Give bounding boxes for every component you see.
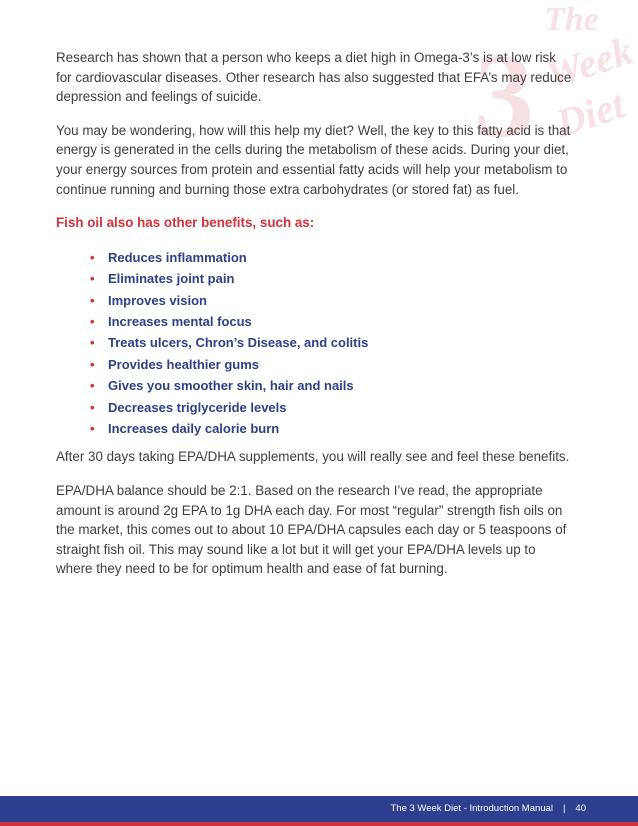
benefit-text: Decreases triglyceride levels (108, 399, 287, 415)
watermark-week: Week (540, 27, 638, 98)
footer-title: The 3 Week Diet - Introduction Manual (390, 803, 553, 814)
bullet-icon: • (90, 249, 95, 265)
list-item (90, 290, 574, 311)
footer-stripe (0, 822, 638, 826)
bullet-icon: • (90, 356, 95, 372)
page-footer (390, 800, 586, 818)
bullet-icon: • (90, 292, 95, 308)
list-item (90, 268, 574, 289)
paragraph-omega3-research: Research has shown that a person who keeps a diet high in Omega-3’s is at low risk for cardiovascular diseases. Other research has also suggested that EFA’s may reduce depression and feelings of suicide. (56, 50, 572, 105)
list-item (90, 311, 574, 332)
list-item (90, 354, 574, 375)
list-item (90, 418, 574, 439)
bullet-icon: • (90, 271, 95, 287)
benefit-text: Increases daily calorie burn (108, 421, 280, 436)
list-item (90, 247, 574, 268)
benefit-text: Treats ulcers, Chron’s Disease, and colitis (108, 335, 369, 351)
benefit-text: Reduces inflammation (108, 249, 247, 265)
benefits-subheading: Fish oil also has other benefits, such as: (56, 215, 315, 231)
watermark-number: 3 (474, 29, 534, 146)
page-content (56, 48, 574, 593)
bullet-icon: • (90, 335, 95, 351)
list-item (90, 332, 574, 353)
page-number: 40 (575, 803, 586, 814)
bullet-icon: • (90, 313, 95, 329)
paragraph-30-days: After 30 days taking EPA/DHA supplements, you will really see and feel these benefits. (56, 449, 570, 465)
paragraph-diet-question: You may be wondering, how will this help my diet? Well, the key to this fatty acid is that energy is generated in the cells during the metabolism of these acids. During your diet, your energy sources from protein and essential fatty acids will help your metabolism to continue running and burning those extra carbohydrates (or stored fat) as fuel. (56, 122, 571, 197)
list-item (90, 397, 574, 418)
watermark-diet: Diet (550, 81, 630, 146)
list-item (90, 375, 574, 396)
benefit-text: Eliminates joint pain (108, 271, 235, 287)
watermark-the: The (544, 1, 599, 38)
footer-separator: | (562, 803, 566, 814)
benefit-text: Gives you smoother skin, hair and nails (108, 378, 354, 394)
bullet-icon: • (90, 378, 95, 394)
paragraph-epa-dha-balance: EPA/DHA balance should be 2:1. Based on the research I’ve read, the appropriate amount is around 2g EPA to 1g DHA each day. For most “regular” strength fish oils on the market, this comes out to about 10 EPA/DHA capsules each day or 5 teaspoons of straight fish oil. This may sound like a lot but it will get your EPA/DHA levels up to where they need to be for optimum health and ease of fat burning. (56, 483, 567, 577)
bullet-icon: • (90, 421, 95, 436)
benefit-text: Provides healthier gums (108, 356, 259, 372)
benefit-text: Improves vision (108, 292, 207, 308)
benefits-list (56, 247, 574, 440)
bullet-icon: • (90, 399, 95, 415)
benefit-text: Increases mental focus (108, 313, 252, 329)
